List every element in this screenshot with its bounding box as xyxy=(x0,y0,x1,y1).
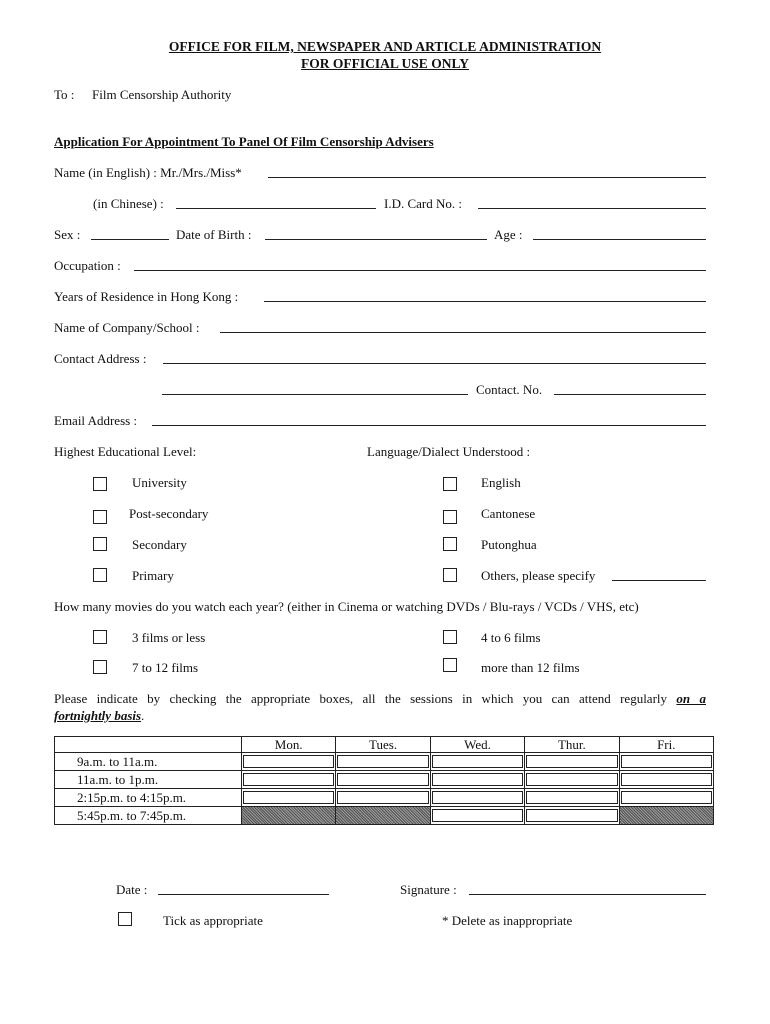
id-card-label: I.D. Card No. : xyxy=(384,196,462,211)
day-header: Mon. xyxy=(242,737,336,753)
signature-field[interactable] xyxy=(469,894,706,895)
tick-note: Tick as appropriate xyxy=(163,913,263,928)
education-university-checkbox[interactable] xyxy=(93,477,107,491)
language-label: Language/Dialect Understood : xyxy=(367,444,531,459)
education-option-label: Secondary xyxy=(132,537,187,552)
language-option-label: Others, please specify xyxy=(481,568,596,583)
session-slot[interactable] xyxy=(619,789,713,807)
education-option-label: University xyxy=(132,475,187,490)
occupation-field[interactable] xyxy=(134,270,706,271)
day-header: Tues. xyxy=(336,737,430,753)
date-field[interactable] xyxy=(158,894,329,895)
sessions-instruction-text: Please indicate by checking the appropriate boxes, all the sessions in which you can attend regularly xyxy=(54,691,668,706)
session-slot[interactable] xyxy=(336,753,430,771)
company-label: Name of Company/School : xyxy=(54,320,200,335)
education-primary-checkbox[interactable] xyxy=(93,568,107,582)
to-label: To : xyxy=(54,87,75,102)
header-title: OFFICE FOR FILM, NEWSPAPER AND ARTICLE ADMINISTRATION xyxy=(168,39,602,54)
signature-label: Signature : xyxy=(400,882,457,897)
sex-field[interactable] xyxy=(91,239,169,240)
age-field[interactable] xyxy=(533,239,706,240)
address-label: Contact Address : xyxy=(54,351,147,366)
sessions-corner-cell xyxy=(55,737,242,753)
session-row xyxy=(55,807,714,825)
occupation-label: Occupation : xyxy=(54,258,121,273)
sessions-instruction-emphasis: fortnightly basis xyxy=(54,708,142,723)
dob-field[interactable] xyxy=(265,239,487,240)
language-others-checkbox[interactable] xyxy=(443,568,457,582)
education-option-label: Post-secondary xyxy=(129,506,209,521)
contact-no-label: Contact. No. xyxy=(476,382,543,397)
address-field-line1[interactable] xyxy=(163,363,706,364)
residence-label: Years of Residence in Hong Kong : xyxy=(54,289,239,304)
movies-more-than-12-checkbox[interactable] xyxy=(443,658,457,672)
session-row xyxy=(55,753,714,771)
sex-label: Sex : xyxy=(54,227,81,242)
tick-example-checkbox xyxy=(118,912,132,926)
session-slot-unavailable xyxy=(336,807,430,825)
name-english-field[interactable] xyxy=(268,177,706,178)
email-field[interactable] xyxy=(152,425,706,426)
session-slot[interactable] xyxy=(619,753,713,771)
name-chinese-label: (in Chinese) : xyxy=(93,196,164,211)
language-option-label: Cantonese xyxy=(481,506,536,521)
day-header: Wed. xyxy=(430,737,524,753)
session-slot[interactable] xyxy=(525,807,619,825)
language-option-label: English xyxy=(481,475,521,490)
session-slot[interactable] xyxy=(242,771,336,789)
movies-option-label: 3 films or less xyxy=(132,630,206,645)
to-value: Film Censorship Authority xyxy=(92,87,232,102)
residence-field[interactable] xyxy=(264,301,706,302)
movies-option-label: 7 to 12 films xyxy=(132,660,199,675)
sessions-instruction-emphasis: on a xyxy=(676,691,707,706)
name-chinese-field[interactable] xyxy=(176,208,376,209)
session-row xyxy=(55,771,714,789)
session-slot[interactable] xyxy=(242,789,336,807)
language-cantonese-checkbox[interactable] xyxy=(443,510,457,524)
education-option-label: Primary xyxy=(132,568,174,583)
session-slot-unavailable xyxy=(619,807,713,825)
movies-3-or-less-checkbox[interactable] xyxy=(93,630,107,644)
movies-option-label: 4 to 6 films xyxy=(481,630,541,645)
session-slot[interactable] xyxy=(430,789,524,807)
session-slot[interactable] xyxy=(430,771,524,789)
session-slot-unavailable xyxy=(242,807,336,825)
sessions-header-row xyxy=(55,737,714,753)
day-header: Fri. xyxy=(619,737,713,753)
session-slot[interactable] xyxy=(336,789,430,807)
education-secondary-checkbox[interactable] xyxy=(93,537,107,551)
session-time: 11a.m. to 1p.m. xyxy=(55,771,242,789)
language-option-label: Putonghua xyxy=(481,537,537,552)
session-slot[interactable] xyxy=(619,771,713,789)
session-time: 2:15p.m. to 4:15p.m. xyxy=(55,789,242,807)
session-row xyxy=(55,789,714,807)
session-slot[interactable] xyxy=(525,771,619,789)
sessions-instruction xyxy=(54,691,706,707)
contact-no-field[interactable] xyxy=(554,394,706,395)
session-slot[interactable] xyxy=(525,753,619,771)
dob-label: Date of Birth : xyxy=(176,227,252,242)
day-header: Thur. xyxy=(525,737,619,753)
address-field-line2[interactable] xyxy=(162,394,468,395)
education-postsecondary-checkbox[interactable] xyxy=(93,510,107,524)
session-slot[interactable] xyxy=(525,789,619,807)
sessions-instruction-period: . xyxy=(141,708,145,723)
id-card-field[interactable] xyxy=(478,208,706,209)
date-label: Date : xyxy=(116,882,148,897)
form-title: Application For Appointment To Panel Of Film Censorship Advisers xyxy=(54,134,434,149)
name-english-label: Name (in English) : Mr./Mrs./Miss* xyxy=(54,165,242,180)
movies-7-to-12-checkbox[interactable] xyxy=(93,660,107,674)
sessions-instruction-line2 xyxy=(54,708,144,724)
language-english-checkbox[interactable] xyxy=(443,477,457,491)
movies-4-to-6-checkbox[interactable] xyxy=(443,630,457,644)
session-slot[interactable] xyxy=(242,753,336,771)
session-time: 9a.m. to 11a.m. xyxy=(55,753,242,771)
language-others-field[interactable] xyxy=(612,580,706,581)
language-putonghua-checkbox[interactable] xyxy=(443,537,457,551)
education-label: Highest Educational Level: xyxy=(54,444,197,459)
movies-question: How many movies do you watch each year? (either in Cinema or watching DVDs / Blu-rays / VCDs / VHS, etc) xyxy=(54,599,639,614)
sessions-table xyxy=(54,736,714,825)
delete-note: * Delete as inappropriate xyxy=(442,913,573,928)
movies-option-label: more than 12 films xyxy=(481,660,580,675)
header-subtitle: FOR OFFICIAL USE ONLY xyxy=(301,56,469,71)
session-slot[interactable] xyxy=(430,807,524,825)
company-field[interactable] xyxy=(220,332,706,333)
session-slot[interactable] xyxy=(430,753,524,771)
session-slot[interactable] xyxy=(336,771,430,789)
age-label: Age : xyxy=(494,227,523,242)
session-time: 5:45p.m. to 7:45p.m. xyxy=(55,807,242,825)
email-label: Email Address : xyxy=(54,413,138,428)
